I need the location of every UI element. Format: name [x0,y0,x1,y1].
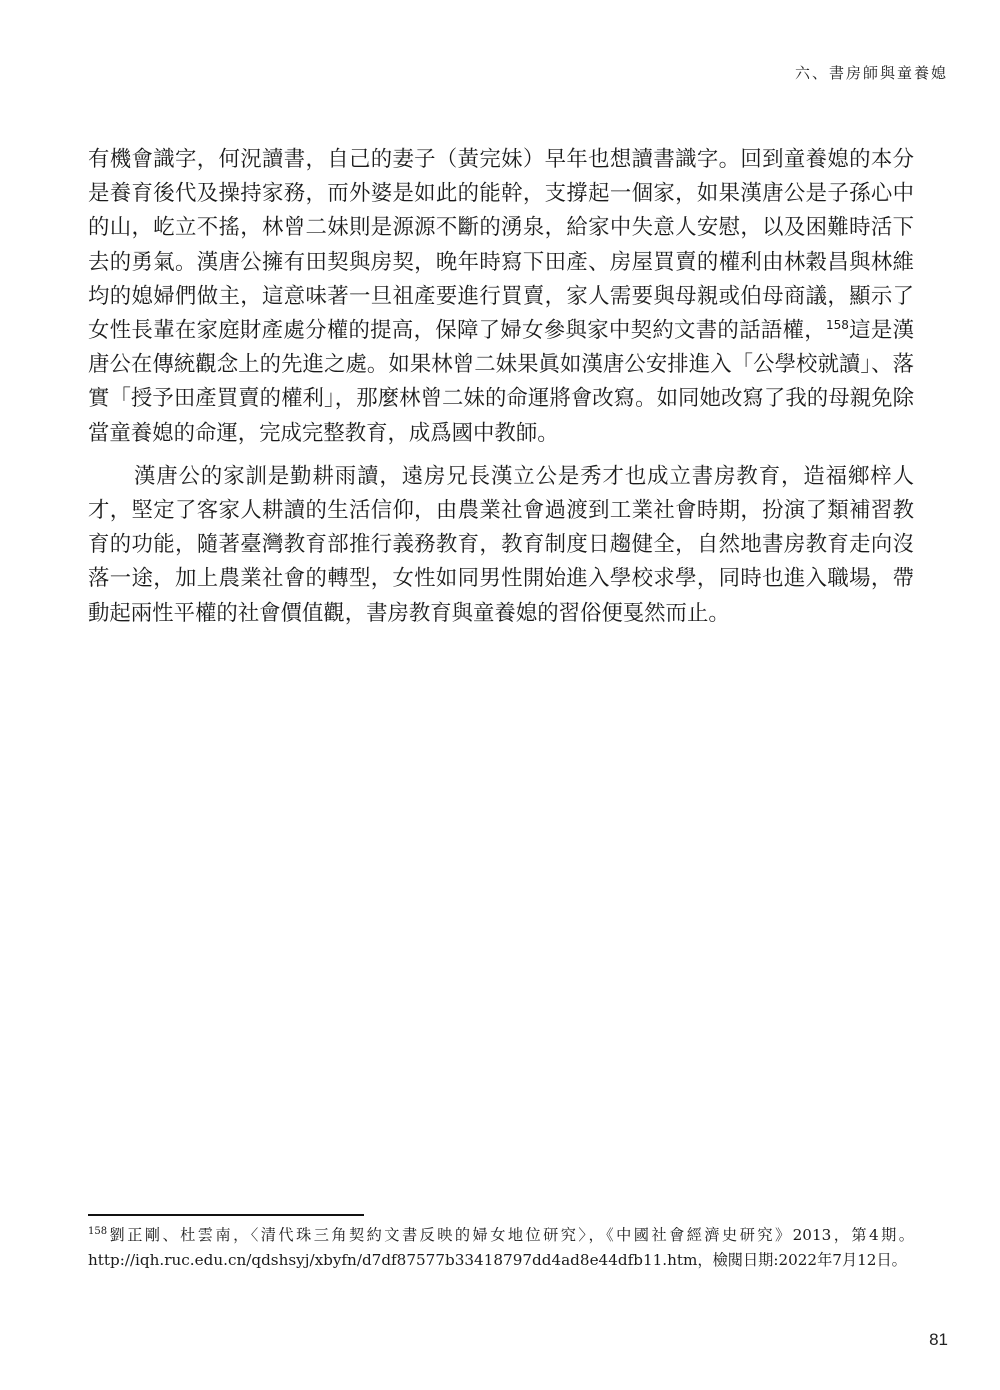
footnote-text: 劉正剛、杜雲南，〈清代珠三角契約文書反映的婦女地位研究〉，《中國社會經濟史研究》2013，第4期。http://iqh.ruc.edu.cn/qdshsyj/xbyfn/d7df87577b33418797dd4ad8e44dfb11.htm，檢閱日期:2022年7月12日。 [88,1226,914,1269]
running-header: 六、書房師與童養媳 [794,64,948,82]
footnote-mark: 158 [88,1225,108,1237]
footnote [88,1223,914,1273]
body-text [88,143,914,640]
footnote-reference[interactable]: 158 [825,317,849,332]
paragraph-1-text-a: 有機會識字，何況讀書，自己的妻子（黃完妹）早年也想讀書識字。回到童養媳的本分是養育後代及操持家務，而外婆是如此的能幹，支撐起一個家，如果漢唐公是子孫心中的山，屹立不搖，林曾二妹則是源源不斷的湧泉，給家中失意人安慰，以及困難時活下去的勇氣。漢唐公擁有田契與房契，晚年時寫下田產、房屋買賣的權利由林穀昌與林維均的媳婦們做主，這意味著一旦祖產要進行買賣，家人需要與母親或伯母商議，顯示了女性長輩在家庭財產處分權的提高，保障了婦女參與家中契約文書的話語權， [88,147,914,344]
page-number: 81 [929,1330,948,1349]
paragraph-2: 漢唐公的家訓是勤耕雨讀，遠房兄長漢立公是秀才也成立書房教育，造福鄉梓人才，堅定了客家人耕讀的生活信仰，由農業社會過渡到工業社會時期，扮演了類補習教育的功能，隨著臺灣教育部推行義務教育，教育制度日趨健全，自然地書房教育走向沒落一途，加上農業社會的轉型，女性如同男性開始進入學校求學，同時也進入職場，帶動起兩性平權的社會價值觀，書房教育與童養媳的習俗便戛然而止。 [88,463,914,626]
paragraph-1 [88,143,914,451]
paragraph-1-text-b: 這是漢唐公在傳統觀念上的先進之處。如果林曾二妹果眞如漢唐公安排進入「公學校就讀」、落實「授予田產買賣的權利」，那麼林曾二妹的命運將會改寫。如同她改寫了我的母親免除當童養媳的命運，完成完整教育，成爲國中教師。 [88,318,914,446]
footnote-divider [88,1214,364,1216]
